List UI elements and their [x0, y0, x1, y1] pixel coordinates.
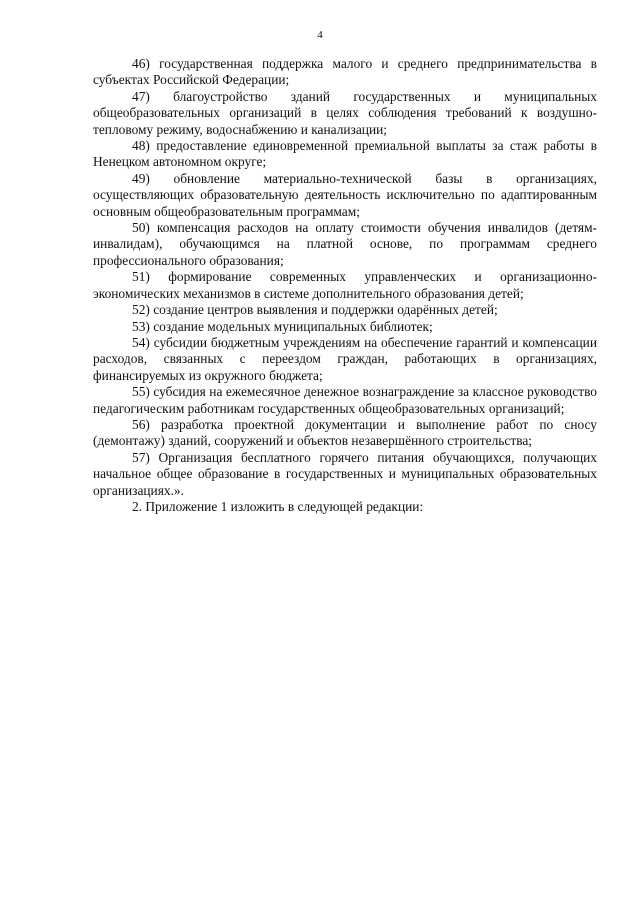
- list-item: 52) создание центров выявления и поддержки одарённых детей;: [132, 302, 498, 318]
- list-item: 55) субсидия на ежемесячное денежное вознаграждение за классное руководство педагогическим работникам государственных общеобразовательных организаций;: [93, 384, 597, 416]
- document-body: [93, 56, 597, 515]
- list-item: 57) Организация бесплатного горячего питания обучающихся, получающих начальное общее образование в государственных и муниципальных образовательных организациях.».: [93, 449, 597, 498]
- amendment-instruction: 2. Приложение 1 изложить в следующей редакции:: [132, 498, 424, 514]
- list-item: 54) субсидии бюджетным учреждениям на обеспечение гарантий и компенсации расходов, связанных с переездом граждан, работающих в организациях, финансируемых из окружного бюджета;: [93, 334, 597, 383]
- page-number: 4: [317, 29, 323, 41]
- list-item: 46) государственная поддержка малого и среднего предпринимательства в субъектах Российской Федерации;: [93, 56, 597, 88]
- list-item: 56) разработка проектной документации и выполнение работ по сносу (демонтажу) зданий, сооружений и объектов незавершённого строительства;: [93, 416, 597, 449]
- list-item: 49) обновление материально-технической базы в организациях, осуществляющих образовательную деятельность исключительно по адаптированным основным общеобразовательным программам;: [93, 170, 597, 219]
- list-item: 51) формирование современных управленческих и организационно-экономических механизмов в системе дополнительного образования детей;: [93, 269, 597, 301]
- list-item: 53) создание модельных муниципальных библиотек;: [132, 318, 433, 334]
- list-item: 47) благоустройство зданий государственных и муниципальных общеобразовательных организаций в целях соблюдения требований к воздушно-тепловому режиму, водоснабжению и канализации;: [93, 88, 597, 137]
- list-item: 50) компенсация расходов на оплату стоимости обучения инвалидов (детям-инвалидам), обучающимся на платной основе, по программам среднего профессионального образования;: [93, 220, 597, 268]
- list-item: 48) предоставление единовременной премиальной выплаты за стаж работы в Ненецком автономном округе;: [93, 138, 597, 170]
